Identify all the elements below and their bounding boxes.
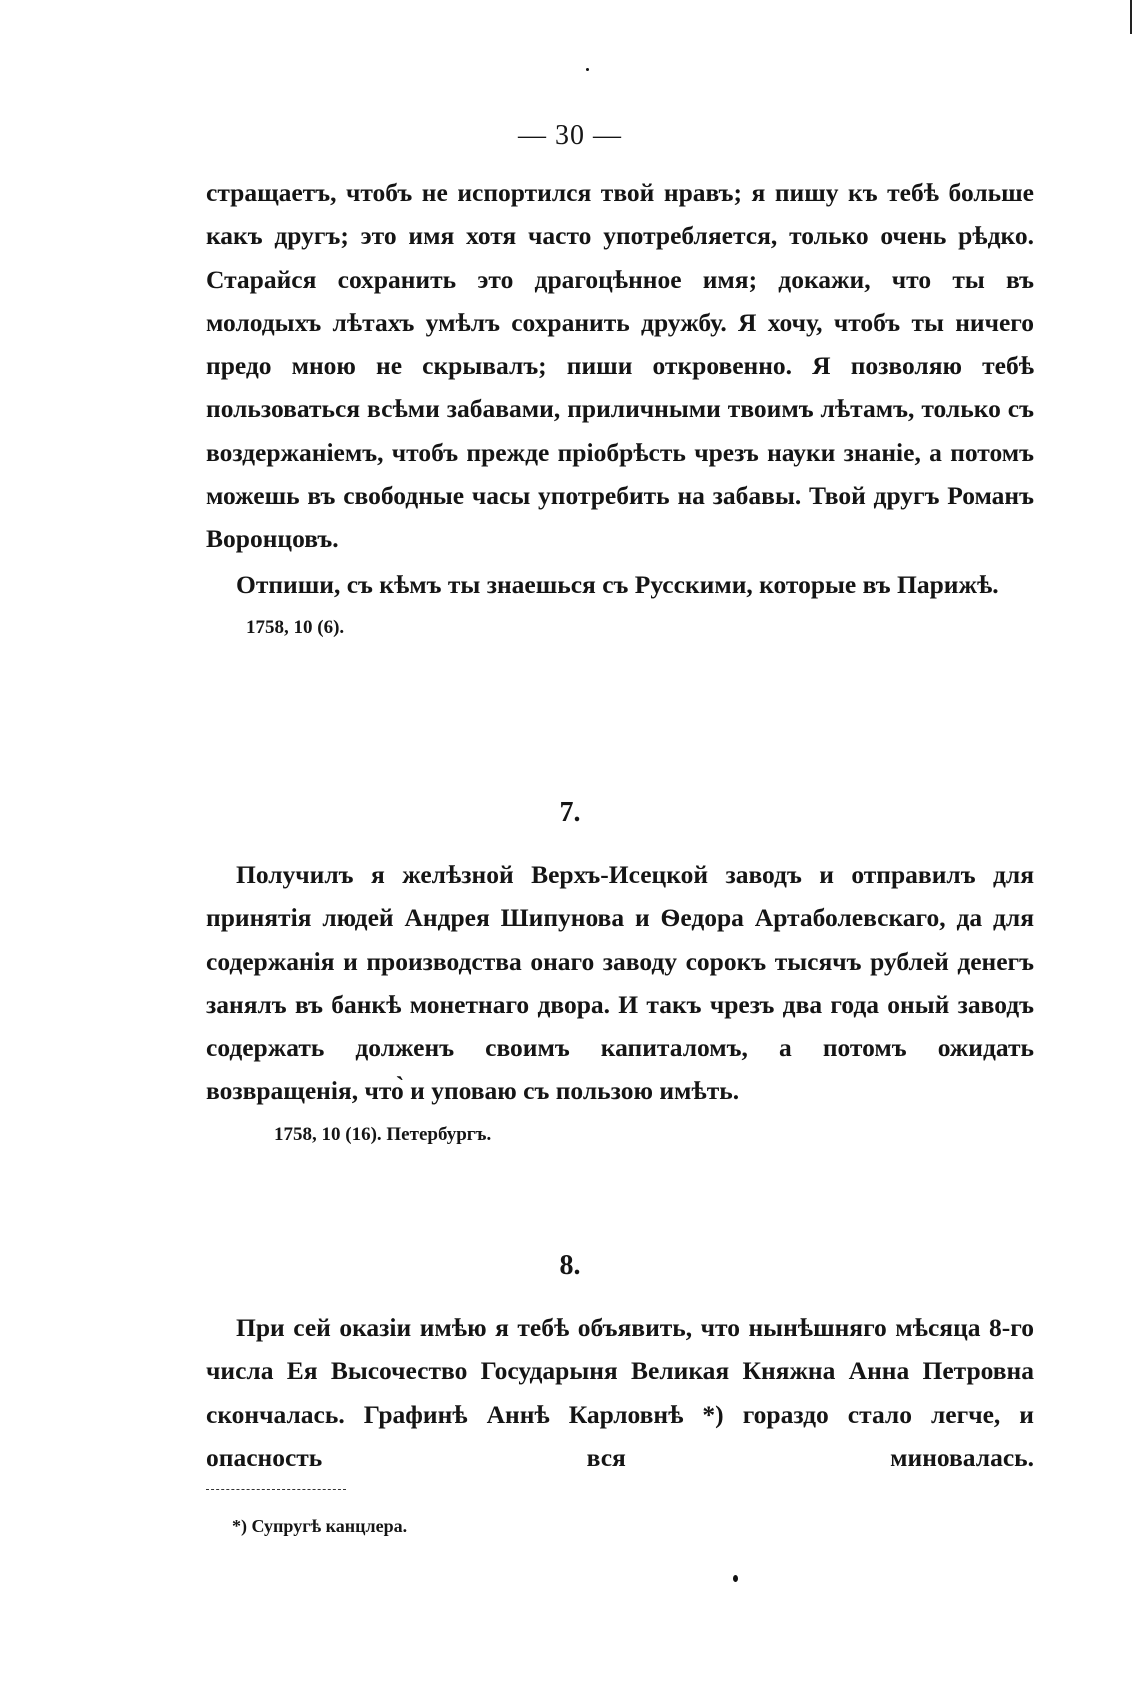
postscript-paragraph: Отпиши, съ кѣмъ ты знаешься съ Русскими, которые въ Парижѣ. [236, 569, 999, 599]
section-heading-8: 8. [559, 1250, 581, 1281]
page-edge-mark [1130, 0, 1132, 34]
ink-speck [586, 68, 589, 71]
body-paragraph: Получилъ я желѣзной Верхъ-Исецкой заводъ и отправилъ для принятія людей Андрея Шипунова и Ѳедора Артаболевскаго, да для содержанія и производства онаго заводу сорокъ тысячъ рублей денегъ занялъ въ банкѣ монетнаго двора. И такъ чрезъ два года оный заводъ содержать долженъ своимъ капиталомъ, а потомъ ожидать возвращенія, что̀ и уповаю съ пользою имѣть. [206, 860, 1034, 1106]
footnote-rule [206, 1489, 346, 1490]
body-paragraph: стращаетъ, чтобъ не испортился твой нравъ; я пишу къ тебѣ больше какъ другъ; это имя хотя часто употребляется, только очень рѣдко. Старайся сохранить это драгоцѣнное имя; докажи, что ты въ молодыхъ лѣтахъ умѣлъ сохранить дружбу. Я хочу, чтобъ ты ничего предо мною не скрывалъ; пиши откровенно. Я позволяю тебѣ пользоваться всѣми забавами, приличными твоимъ лѣтамъ, только съ воздержаніемъ, чтобъ прежде пріобрѣсть чрезъ науки знаніе, а потомъ можешь въ свободные часы употребить на забавы. Твой другъ Романъ Воронцовъ. [206, 178, 1034, 554]
body-paragraph: При сей оказіи имѣю я тебѣ объявить, что нынѣшняго мѣсяца 8-го числа Ея Высочество Государыня Великая Княжна Анна Петровна скончалась. Графинѣ Аннѣ Карловнѣ *) гораздо стало легче, и опасность вся миновалась. [206, 1313, 1034, 1472]
section-heading-7: 7. [559, 797, 581, 828]
letter-7 [206, 853, 1034, 1149]
dateline: 1758, 10 (6). [246, 616, 345, 638]
letter-continuation [206, 171, 1034, 642]
dateline: 1758, 10 (16). Петербургъ. [274, 1123, 492, 1145]
page-number: — 30 — [518, 120, 622, 151]
letter-8 [206, 1306, 1034, 1479]
ink-speck [733, 1575, 738, 1582]
footnote: *) Супругѣ канцлера. [232, 1516, 408, 1536]
